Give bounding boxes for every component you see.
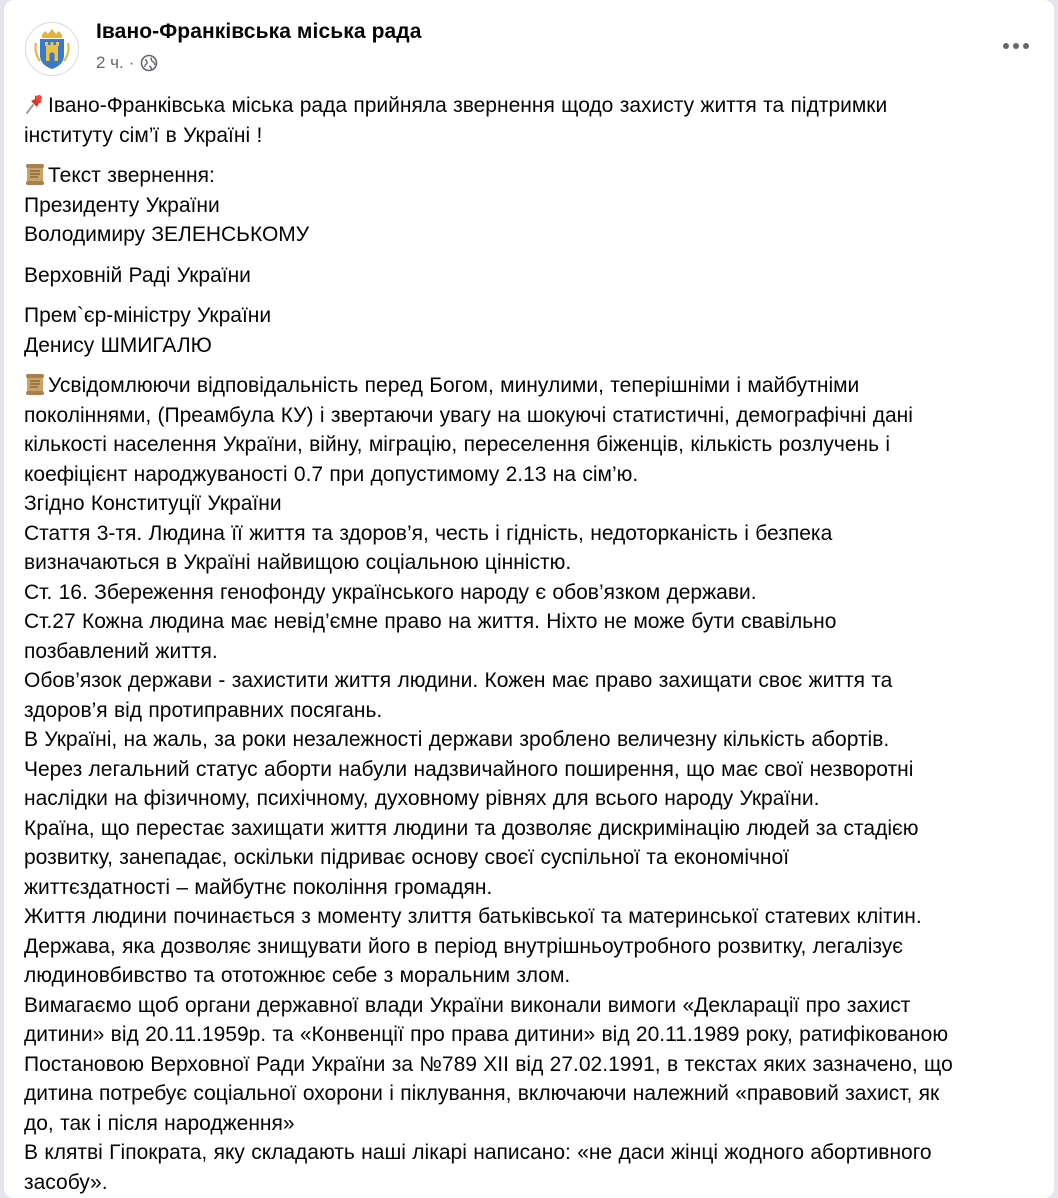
post-timestamp[interactable]: 2 ч.	[96, 53, 124, 72]
body-line: Усвідомлюючи відповідальність перед Богом, минулими, теперішніми і майбутніми	[48, 374, 860, 397]
recipient-rada: Верховній Раді України	[24, 263, 251, 287]
body-line: дитина потребує соціальної охорони і піклування, включаючи належний «правовий захист, як	[24, 1082, 940, 1105]
body-line: Життя людини починається з моменту злиття батьківської та материнської статевих клітин.	[24, 905, 922, 928]
body-line: життєздатності – майбутнє покоління громадян.	[24, 875, 493, 899]
body-line: розвитку, занепадає, оскільки підриває основу своєї суспільної та економічної	[24, 846, 790, 869]
post-header	[4, 0, 1054, 90]
body-line: Обов’язок держави - захистити життя людини. Кожен має право захищати своє життя та	[24, 669, 893, 692]
body-line: Стаття 3-тя. Людина її життя та здоров’я, честь і гідність, недоторканість і безпека	[24, 521, 833, 545]
appeal-body	[24, 371, 1036, 1197]
scroll-icon	[24, 162, 46, 186]
body-line: дитини» від 20.11.1959р. та «Конвенції про права дитини» від 20.11.1989 року, ратифікованою	[24, 1023, 949, 1046]
body-line: В Україні, на жаль, за роки незалежності держави зроблено величезну кількість абортів.	[24, 728, 890, 751]
body-line: Через легальний статус аборти набули надзвичайного поширення, що має свої незворотні	[24, 757, 914, 781]
headline-line-1: Івано-Франківська міська рада прийняла звернення щодо захисту життя та підтримки	[48, 94, 888, 117]
recipient-president: Президенту України	[24, 193, 220, 217]
scroll-icon	[24, 372, 46, 396]
body-line: поколіннями, (Преамбула КУ) і звертаючи увагу на шокуючі статистичні, демографічні дані	[24, 403, 913, 427]
city-coat-of-arms-icon[interactable]	[25, 22, 79, 76]
meta-separator: ·	[128, 53, 135, 72]
recipient-rada-block	[24, 261, 1036, 291]
body-line: позбавлений життя.	[24, 639, 218, 663]
post-meta	[96, 53, 158, 73]
pushpin-icon	[24, 92, 46, 116]
more-options-icon	[1003, 43, 1009, 49]
body-line: коефіцієнт народжуваності 0.7 при допустимому 2.13 на сім’ю.	[24, 462, 639, 486]
body-line: Ст. 16. Збереження генофонду українського народу є обов’язком держави.	[24, 580, 757, 604]
body-line: Країна, що перестає захищати життя людини та дозволяє дискримінацію людей за стадією	[24, 816, 919, 840]
recipient-pm-block	[24, 301, 1036, 360]
body-line: визначаються в Україні найвищою соціальною цінністю.	[24, 551, 572, 574]
body-line: засобу».	[24, 1170, 108, 1194]
recipient-president-name: Володимиру ЗЕЛЕНСЬКОМУ	[24, 223, 310, 246]
body-line: Ст.27 Кожна людина має невід’ємне право на життя. Ніхто не може бути свавільно	[24, 610, 837, 633]
body-line: Держава, яка дозволяє знищувати його в період внутрішньоутробного розвитку, легалізує	[24, 934, 903, 958]
body-line: до, так і після народження»	[24, 1111, 295, 1135]
recipient-pm-name: Денису ШМИГАЛЮ	[24, 333, 212, 357]
more-options-button[interactable]	[996, 28, 1036, 64]
body-line: Вимагаємо щоб органи державної влади України виконали вимоги «Декларації про захист	[24, 993, 911, 1017]
post-card	[4, 0, 1054, 1198]
text-label: Текст звернення:	[48, 164, 215, 187]
post-headline	[24, 91, 1036, 150]
body-line: Постановою Верховної Ради України за №789 XII від 27.02.1991, в текстах яких зазначено, що	[24, 1052, 953, 1076]
recipient-pm: Прем`єр-міністру України	[24, 304, 272, 327]
body-line: здоров’я від протиправних посягань.	[24, 698, 383, 722]
page-name-link[interactable]: Івано-Франківська міська рада	[96, 20, 422, 43]
post-text	[24, 91, 1036, 1198]
appeal-recipients	[24, 161, 1036, 250]
body-line: Згідно Конституції України	[24, 492, 282, 515]
body-line: В клятві Гіпократа, яку складають наші лікарі написано: «не даси жінці жодного абортивного	[24, 1141, 932, 1164]
body-line: людиновбивство та ототожнює себе з моральним злом.	[24, 964, 571, 987]
globe-icon	[140, 54, 158, 72]
headline-line-2: інституту сім’ї в Україні !	[24, 123, 263, 147]
body-line: наслідки на фізичному, психічному, духовному рівнях для всього народу України.	[24, 787, 820, 810]
body-line: кількості населення України, війну, міграцію, переселення біженців, кількість розлучень і	[24, 433, 891, 456]
